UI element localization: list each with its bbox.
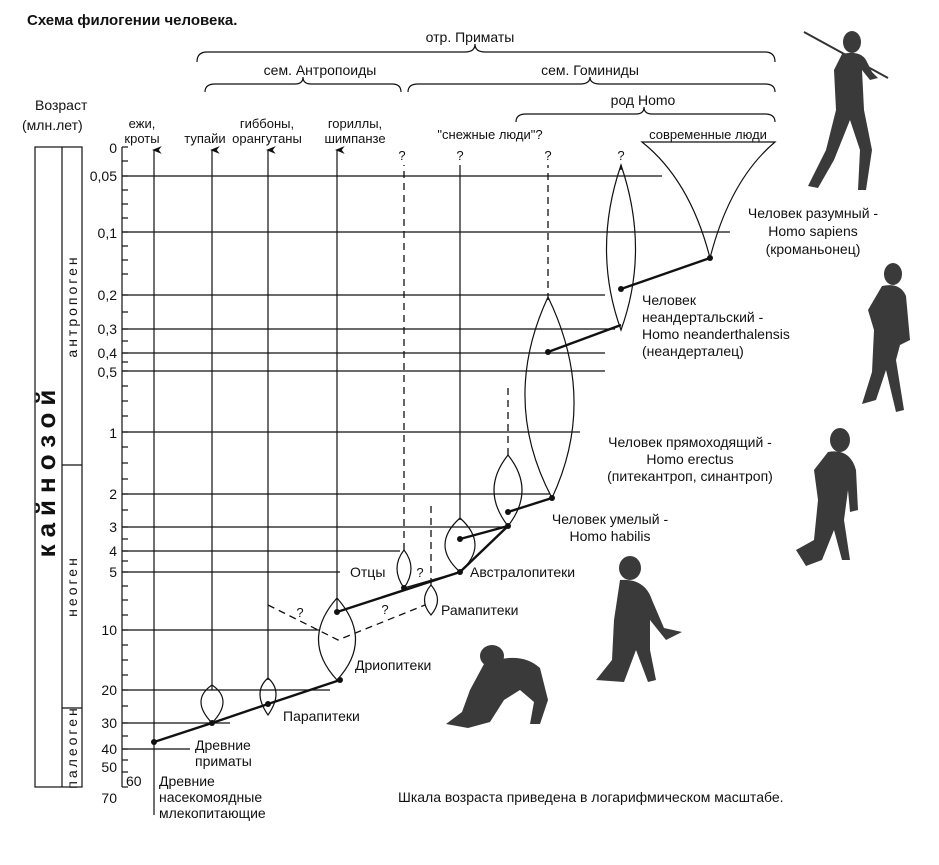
tick-label: 0,1 [97,225,117,241]
figure-australopithecus [596,556,682,682]
period-paleogene: палеоген [64,705,80,789]
question-mark: ? [381,602,389,617]
label-insectivores-1: Древние [159,773,215,789]
tick-label: 2 [109,486,117,502]
label-hedgehogs: ежи, [128,116,156,131]
diagram-title: Схема филогении человека. [27,12,238,29]
label-habilis-2: Homo habilis [569,528,651,544]
label-insectivores-2: насекомоядные [159,789,263,805]
label-chimpanzees: шимпанзе [324,131,386,146]
question-mark: ? [456,148,464,163]
era-label: кайнозой [31,382,61,558]
tick-label: 60 [126,773,142,789]
label-neander-1: Человек [642,292,696,308]
tick-label: 20 [101,682,117,698]
tick-label: 50 [101,759,117,775]
label-otsy: Отцы [350,564,386,580]
age-axis [122,147,128,787]
tick-label: 0,2 [97,287,117,303]
label-gibbons: гиббоны, [239,116,295,131]
question-mark: ? [617,148,625,163]
axis-tick-labels [90,140,142,806]
tick-label: 10 [101,622,117,638]
label-sapiens-2: Homo sapiens [768,223,858,239]
tick-label: 1 [109,425,117,441]
label-neander-4: (неандерталец) [642,343,744,359]
label-insectivores-3: млекопитающие [159,805,266,821]
period-anthropogene: антропоген [64,254,80,358]
period-neogene: неоген [64,555,80,617]
group-genus-homo: род Homo [610,92,676,108]
axis-label-line2: (млн.лет) [22,117,83,133]
label-dryopithecus: Дриопитеки [355,657,432,673]
axis-label-line1: Возраст [35,97,88,113]
tick-label: 0 [109,140,117,156]
tick-label: 40 [101,741,117,757]
label-ancient-primates-1: Древние [195,737,251,753]
extant-labels [124,116,767,163]
label-neander-3: Homo neanderthalensis [642,326,790,342]
tick-label: 5 [109,564,117,580]
label-erectus-3: (питекантроп, синантроп) [607,468,773,484]
tick-label: 3 [109,519,117,535]
question-mark: ? [416,565,424,580]
uncertain-links [268,565,425,640]
scale-note: Шкала возраста приведена в логарифмическом масштабе. [398,789,784,805]
tick-label: 70 [101,790,117,806]
label-erectus-2: Homo erectus [646,451,734,467]
label-parapithecus: Парапитеки [283,708,360,724]
label-erectus-1: Человек прямоходящий - [608,434,772,450]
geologic-column [31,147,82,789]
question-mark: ? [544,148,552,163]
label-moles: кроты [124,131,160,146]
tick-label: 0,3 [97,321,117,337]
figure-dryopithecus [446,645,548,728]
figure-homo-erectus [796,428,858,566]
label-modern-humans: современные люди [649,127,767,142]
label-sapiens-3: (кроманьонец) [765,241,861,257]
question-mark: ? [398,148,406,163]
group-hominids: сем. Гоминиды [541,62,639,78]
label-sapiens-1: Человек разумный - [747,205,879,221]
tick-label: 0,5 [97,364,117,380]
label-australopithecus: Австралопитеки [470,564,576,580]
group-anthropoids: сем. Антропоиды [263,62,377,78]
label-ancient-primates-2: приматы [195,753,252,769]
bracket-anthropoids [205,62,401,92]
tick-label: 4 [109,543,117,559]
figure-homo-sapiens [804,31,888,190]
bracket-genus-homo [516,92,775,122]
bracket-order-primates [197,29,775,62]
label-snowmen: "снежные люди"? [437,127,543,142]
label-gorillas: гориллы, [327,116,383,131]
bracket-hominids [408,62,775,92]
label-neander-2: неандертальский - [642,309,764,325]
label-habilis-1: Человек умелый - [551,511,669,527]
tick-label: 0,05 [89,168,117,184]
label-tupaia: тупайи [184,131,226,146]
question-mark: ? [296,605,304,620]
label-ramapithecus: Рамапитеки [441,602,519,618]
figure-neanderthal [862,263,910,412]
group-order-primates: отр. Приматы [425,29,515,45]
tick-label: 30 [101,715,117,731]
tick-label: 0,4 [97,345,117,361]
taxon-labels [159,205,878,821]
label-orangutans: орангутаны [232,131,302,146]
